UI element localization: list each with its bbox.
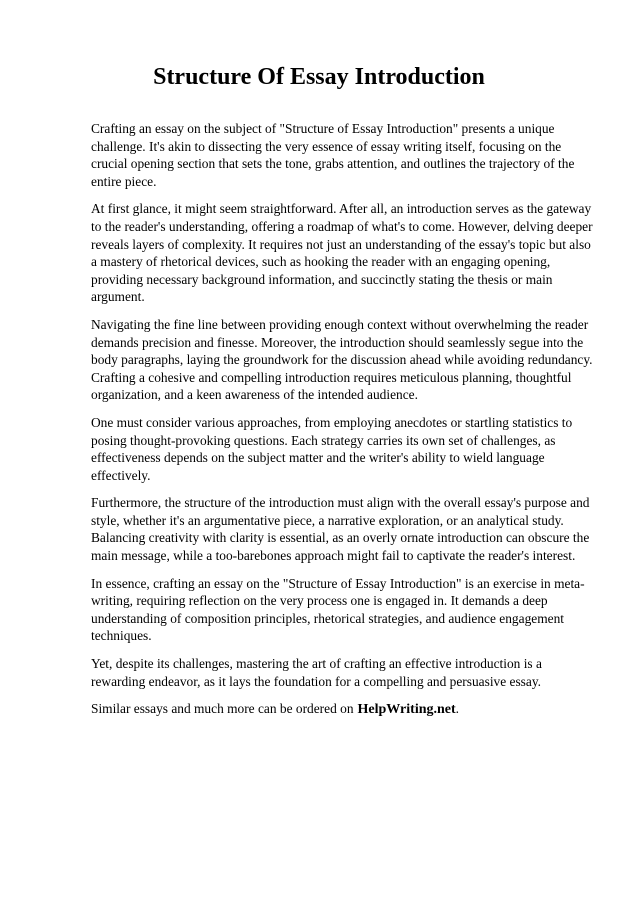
footer-note <box>91 700 596 719</box>
paragraph-2: At first glance, it might seem straightforward. After all, an introduction serves as the gateway to the reader's understanding, offering a roadmap of what's to come. However, delving deeper reveals layers of complexity. It requires not just an understanding of the essay's topic but also a mastery of rhetorical devices, such as hooking the reader with an engaging opening, providing necessary background information, and succinctly stating the thesis or main argument. <box>91 201 593 305</box>
helpwriting-link[interactable]: HelpWriting.net <box>357 702 456 718</box>
footer-suffix: . <box>455 701 460 717</box>
footer-text: Similar essays and much more can be ordered on <box>91 701 354 717</box>
paragraph-3: Navigating the fine line between providing enough context without overwhelming the reader demands precision and finesse. Moreover, the introduction should seamlessly segue into the body paragraphs, laying the groundwork for the discussion ahead while avoiding redundancy. Crafting a cohesive and compelling introduction requires meticulous planning, thoughtful organization, and a keen awareness of the intended audience. <box>91 316 593 403</box>
paragraph-6: In essence, crafting an essay on the "Structure of Essay Introduction" is an exercise in meta-writing, requiring reflection on the very process one is engaged in. It demands a deep understanding of composition principles, rhetorical strategies, and audience engagement techniques. <box>91 575 585 644</box>
paragraph-7: Yet, despite its challenges, mastering the art of crafting an effective introduction is a rewarding endeavor, as it lays the foundation for a compelling and persuasive essay. <box>91 656 542 689</box>
paragraph-5: Furthermore, the structure of the introduction must align with the overall essay's purpose and style, whether it's an argumentative piece, a narrative exploration, or an analytical study. Balancing creativity with clarity is essential, as an overly ornate introduction can obscure the main message, while a too-barebones approach might fail to captivate the reader's interest. <box>91 495 590 564</box>
paragraph-4: One must consider various approaches, from employing anecdotes or startling statistics to posing thought-provoking questions. Each strategy carries its own set of challenges, as effectiveness depends on the subject matter and the writer's ability to wield language effectively. <box>91 414 573 483</box>
page-title: Structure Of Essay Introduction <box>153 64 485 90</box>
paragraph-1: Crafting an essay on the subject of "Structure of Essay Introduction" presents a unique challenge. It's akin to dissecting the very essence of essay writing itself, focusing on the crucial opening section that sets the tone, grabs attention, and outlines the trajectory of the entire piece. <box>91 121 575 189</box>
essay-body <box>91 120 596 729</box>
